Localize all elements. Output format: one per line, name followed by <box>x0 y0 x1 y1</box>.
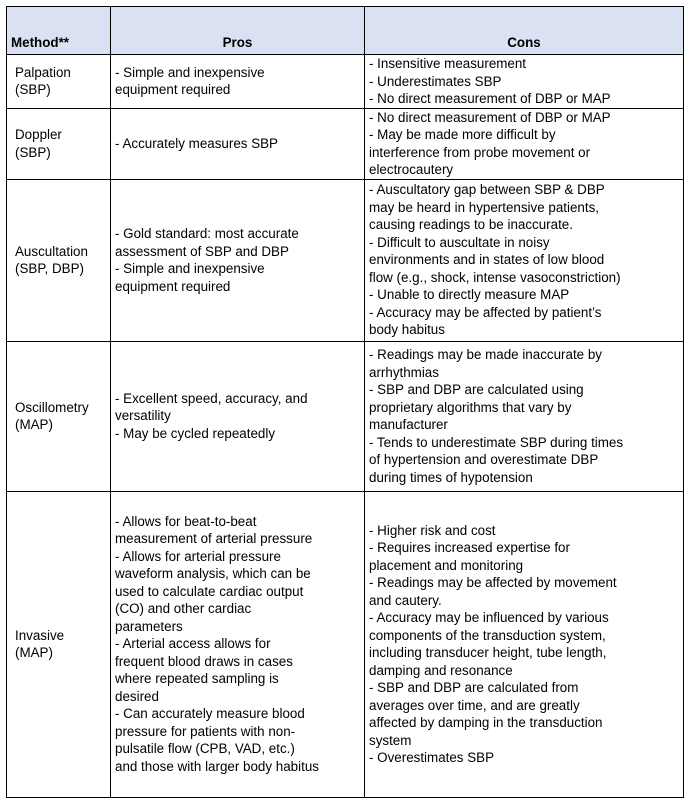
method-line: (MAP) <box>15 645 53 660</box>
method-cell <box>7 491 111 797</box>
pros-line: pressure for patients with non- <box>115 723 296 739</box>
pros-cell <box>111 491 365 797</box>
pros-cell <box>111 179 365 341</box>
pros-line: - Simple and inexpensive <box>115 261 265 276</box>
cons-line: - Readings may be affected by movement <box>369 575 617 590</box>
method-line: Oscillometry <box>15 399 89 415</box>
cons-line: body habitus <box>369 322 445 338</box>
pros-line: - Allows for beat-to-beat <box>115 513 257 529</box>
pros-line: waveform analysis, which can be <box>115 566 311 582</box>
pros-line: - Simple and inexpensive <box>115 64 265 80</box>
method-line: (SBP) <box>15 144 51 160</box>
cons-line: - Readings may be made inaccurate by <box>369 347 602 362</box>
cons-line: - Accuracy may be affected by patient’s <box>369 304 602 320</box>
table-row <box>7 55 684 109</box>
table-row <box>7 491 684 797</box>
pros-cell <box>111 108 365 179</box>
pros-line: - Allows for arterial pressure <box>115 548 281 564</box>
table-row <box>7 179 684 341</box>
cons-line: and cautery. <box>369 592 442 608</box>
cons-cell <box>365 55 684 109</box>
cons-line: - May be made more difficult by <box>369 127 556 142</box>
cons-line: - Auscultatory gap between SBP & DBP <box>369 182 605 198</box>
cons-line: flow (e.g., shock, intense vasoconstriction) <box>369 269 621 285</box>
cons-line: - Insensitive measurement <box>369 56 527 71</box>
bp-methods-table <box>6 6 684 798</box>
cons-line: - Higher risk and cost <box>369 522 496 538</box>
cons-line: proprietary algorithms that vary by <box>369 399 572 415</box>
cons-line: - SBP and DBP are calculated from <box>369 680 579 695</box>
pros-line: (CO) and other cardiac <box>115 601 252 617</box>
cons-line: - Unable to directly measure MAP <box>369 287 570 303</box>
pros-cell <box>111 55 365 109</box>
table-row <box>7 341 684 491</box>
method-line: Auscultation <box>15 243 88 259</box>
pros-line: - Can accurately measure blood <box>115 706 305 722</box>
cons-line: - Accuracy may be influenced by various <box>369 610 609 625</box>
table-body <box>7 55 684 798</box>
cons-cell <box>365 341 684 491</box>
method-cell <box>7 179 111 341</box>
header-method: Method** <box>7 7 111 55</box>
header-cons: Cons <box>365 7 684 55</box>
pros-line: - Excellent speed, accuracy, and <box>115 390 308 406</box>
cons-line: during times of hypotension <box>369 469 533 485</box>
cons-line: system <box>369 732 412 748</box>
cons-line: - No direct measurement of DBP or MAP <box>369 91 611 106</box>
cons-line: - SBP and DBP are calculated using <box>369 382 584 397</box>
cons-line: including transducer height, tube length, <box>369 645 607 660</box>
cons-line: placement and monitoring <box>369 557 524 573</box>
pros-line: assessment of SBP and DBP <box>115 243 289 259</box>
pros-line: - Accurately measures SBP <box>115 135 278 151</box>
cons-line: - Requires increased expertise for <box>369 540 570 555</box>
cons-line: components of the transduction system, <box>369 627 606 643</box>
cons-line: may be heard in hypertensive patients, <box>369 199 600 215</box>
cons-cell <box>365 179 684 341</box>
pros-line: equipment required <box>115 82 231 98</box>
cons-line: electrocautery <box>369 162 454 177</box>
cons-line: - Overestimates SBP <box>369 750 495 765</box>
header-pros: Pros <box>111 7 365 55</box>
method-cell <box>7 108 111 179</box>
cons-line: of hypertension and overestimate DBP <box>369 452 599 467</box>
cons-line: arrhythmias <box>369 364 439 380</box>
method-cell <box>7 341 111 491</box>
method-line: (SBP) <box>15 82 51 98</box>
pros-line: used to calculate cardiac output <box>115 583 304 599</box>
cons-line: environments and in states of low blood <box>369 252 605 268</box>
pros-line: - Arterial access allows for <box>115 636 271 652</box>
pros-cell <box>111 341 365 491</box>
pros-line: and those with larger body habitus <box>115 758 319 774</box>
pros-line: versatility <box>115 408 171 424</box>
pros-line: frequent blood draws in cases <box>115 653 293 669</box>
cons-line: - No direct measurement of DBP or MAP <box>369 109 611 125</box>
pros-line: desired <box>115 688 159 704</box>
method-line: Palpation <box>15 64 71 80</box>
cons-line: averages over time, and are greatly <box>369 697 580 713</box>
cons-line: affected by damping in the transduction <box>369 715 603 730</box>
pros-line: - May be cycled repeatedly <box>115 425 276 441</box>
pros-line: measurement of arterial pressure <box>115 531 313 547</box>
pros-line: parameters <box>115 618 183 634</box>
pros-line: where repeated sampling is <box>115 671 279 687</box>
cons-line: - Underestimates SBP <box>369 73 502 89</box>
method-cell <box>7 55 111 109</box>
pros-line: pulsatile flow (CPB, VAD, etc.) <box>115 741 295 757</box>
method-line: Doppler <box>15 127 62 142</box>
cons-line: - Difficult to auscultate in noisy <box>369 234 550 250</box>
cons-line: manufacturer <box>369 417 448 432</box>
cons-cell <box>365 108 684 179</box>
table-header <box>7 7 684 55</box>
header-row <box>7 7 684 55</box>
cons-line: damping and resonance <box>369 662 513 678</box>
cons-line: interference from probe movement or <box>369 144 591 160</box>
method-line: Invasive <box>15 627 65 643</box>
cons-cell <box>365 491 684 797</box>
table-row <box>7 108 684 179</box>
method-line: (MAP) <box>15 417 53 432</box>
cons-line: - Tends to underestimate SBP during times <box>369 434 624 450</box>
pros-line: - Gold standard: most accurate <box>115 226 299 241</box>
pros-line: equipment required <box>115 278 231 294</box>
method-line: (SBP, DBP) <box>15 261 84 276</box>
cons-line: causing readings to be inaccurate. <box>369 217 573 233</box>
